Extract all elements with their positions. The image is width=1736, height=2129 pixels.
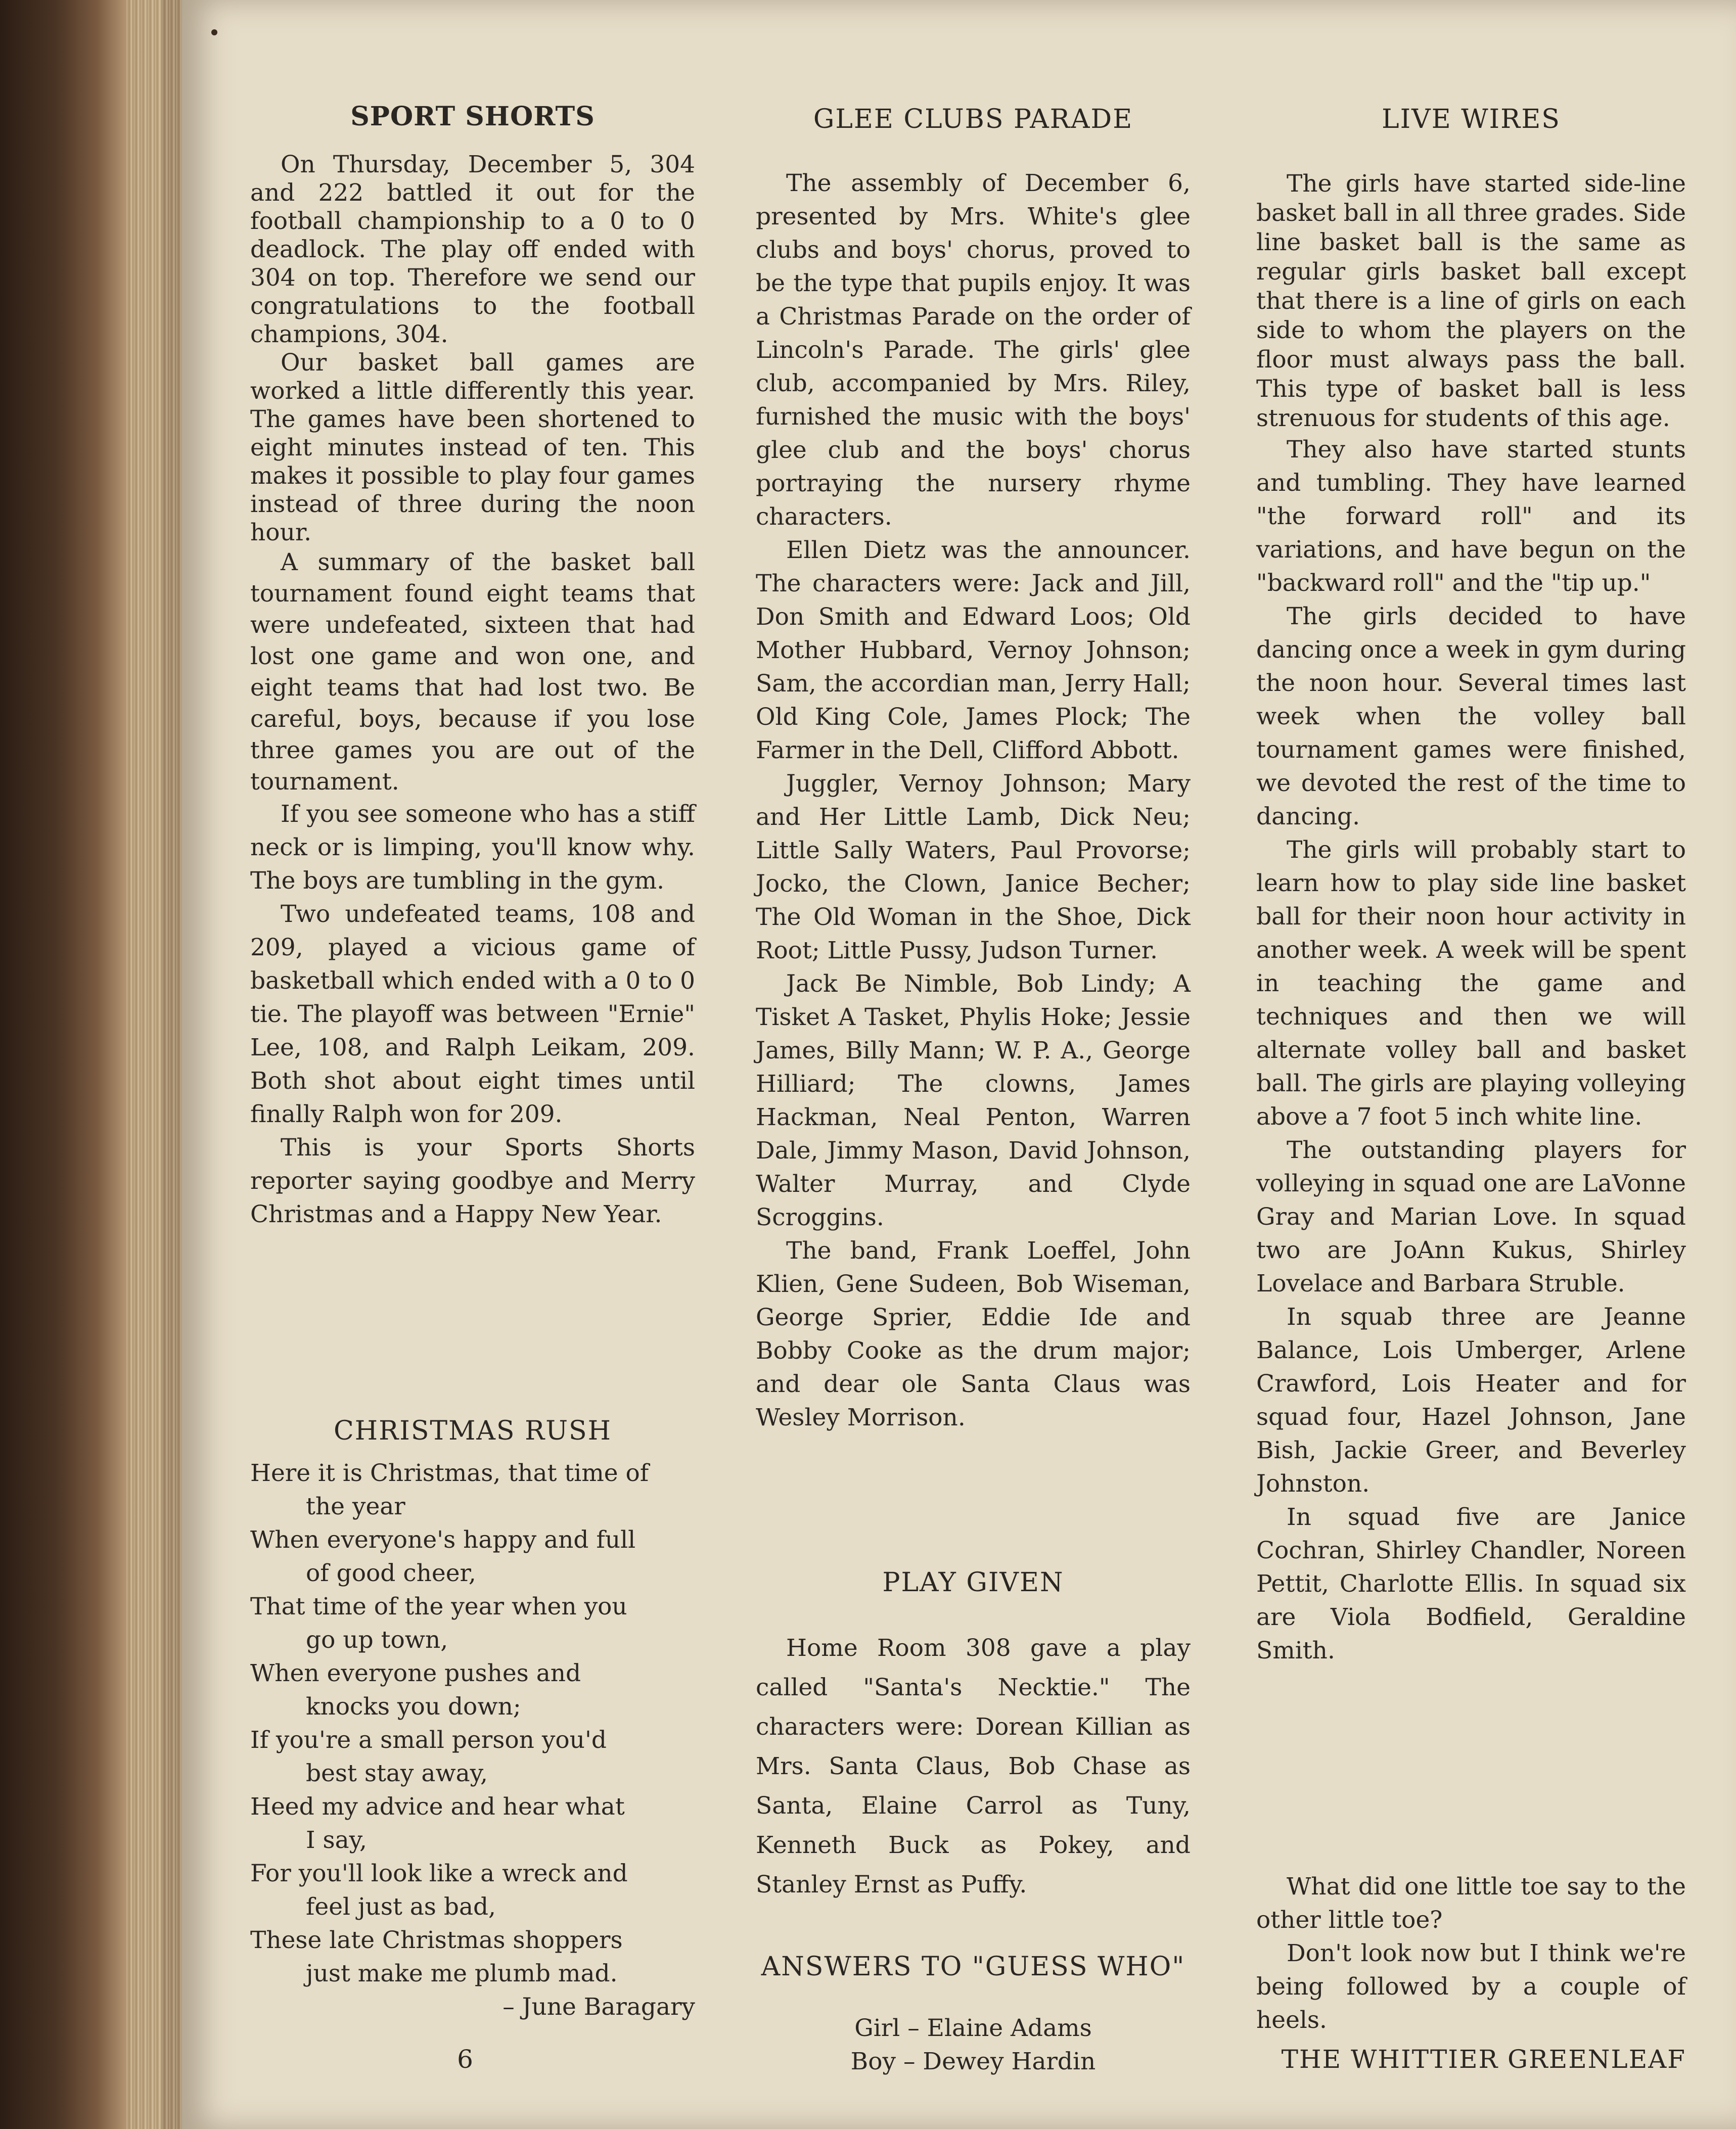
poem-line: knocks you down; [306,1693,521,1721]
poem-line: just make me plumb mad. [306,1960,618,1987]
paragraph: A summary of the basket ball tournament found eight teams that were undefeated, sixteen that had lost one game and won one, and eight teams that had lost two. Be careful, boys, because if you lose three games you are out of the tournament. [250,548,695,796]
paragraph: This is your Sports Shorts reporter saying goodbye and Merry Christmas and a Happy New Year. [250,1134,695,1228]
poem-line: feel just as bad, [306,1893,496,1921]
heading-play-given: PLAY GIVEN [882,1567,1064,1598]
poem-line: When everyone pushes and [250,1659,581,1687]
poem-line: go up town, [306,1626,448,1654]
paragraph: In squad five are Janice Cochran, Shirley Chandler, Noreen Pettit, Charlotte Ellis. In squad six are Viola Bodfield, Geraldine Smith. [1256,1503,1686,1664]
column-live-wires [1256,0,1686,2129]
glee-clubs-body [756,167,1191,1434]
poem-line: That time of the year when you [250,1593,627,1621]
poem-line: best stay away, [306,1760,488,1787]
answers [756,2012,1191,2078]
joke-answer: Don't look now but I think we're being followed by a couple of heels. [1256,1939,1686,2034]
paragraph: Home Room 308 gave a play called "Santa's Necktie." The characters were: Dorean Killian as Mrs. Santa Claus, Bob Chase as Santa, Elaine Carrol as Tuny, Kenneth Buck as Pokey, and Stanley Ernst as Puffy. [756,1634,1191,1899]
paragraph: On Thursday, December 5, 304 and 222 battled it out for the football championship to a 0 to 0 deadlock. The play off ended with 304 on top. Therefore we send our congratulations to the football champions, 304. [250,151,695,348]
poem-line: These late Christmas shoppers [250,1926,623,1954]
paragraph: The girls decided to have dancing once a week in gym during the noon hour. Several times last week when the volley ball tournament games were finished, we devoted the rest of the time to dancing. [1256,603,1686,830]
page-number: 6 [457,2045,473,2074]
paragraph: The outstanding players for volleying in squad one are LaVonne Gray and Marian Love. In squad two are JoAnn Kukus, Shirley Lovelace and Barbara Struble. [1256,1136,1686,1298]
poem-author: – June Baragary [502,1993,695,2021]
paragraph: They also have started stunts and tumbling. They have learned "the forward roll" and its variations, and have begun on the "backward roll" and the "tip up." [1256,436,1686,597]
paragraph: Ellen Dietz was the announcer. The characters were: Jack and Jill, Don Smith and Edward Loos; Old Mother Hubbard, Vernoy Johnson; Sam, the accordian man, Jerry Hall; Old King Cole, James Plock; The Farmer in the Dell, Clifford Abbott. [756,536,1191,764]
heading-glee-clubs-parade: GLEE CLUBS PARADE [813,104,1133,134]
column-sport-shorts [250,0,695,2129]
joke [1256,1870,1686,2037]
paragraph: In squab three are Jeanne Balance, Lois Umberger, Arlene Crawford, Lois Heater and for squad four, Hazel Johnson, Jane Bish, Jackie Greer, and Beverley Johnston. [1256,1303,1686,1498]
answer-girl: Girl – Elaine Adams [854,2014,1092,2042]
poem-line: For you'll look like a wreck and [250,1860,628,1887]
paragraph: The girls will probably start to learn how to play side line basket ball for their noon hour activity in another week. A week will be spent in teaching the game and techniques and then we will alternate volley ball and basket ball. The girls are playing volleying above a 7 foot 5 inch white line. [1256,836,1686,1131]
heading-answers-guess-who: ANSWERS TO "GUESS WHO" [761,1952,1185,1982]
paragraph: The band, Frank Loeffel, John Klien, Gene Sudeen, Bob Wiseman, George Sprier, Eddie Ide and Bobby Cooke as the drum major; and dear ole Santa Claus was Wesley Morrison. [756,1237,1191,1431]
paragraph: Juggler, Vernoy Johnson; Mary and Her Little Lamb, Dick Neu; Little Sally Waters, Paul Provorse; Jocko, the Clown, Janice Becher; The Old Woman in the Shoe, Dick Root; Little Pussy, Judson Turner. [756,770,1191,964]
paragraph: The girls have started side-line basket ball in all three grades. Side line basket ball is the same as regular girls basket ball except that there is a line of girls on each side to whom the players on the floor must always pass the ball. This type of basket ball is less strenuous for students of this age. [1256,170,1686,432]
poem-line: If you're a small person you'd [250,1726,607,1754]
sport-shorts-body [250,151,695,1231]
paragraph: Our basket ball games are worked a little differently this year. The games have been shortened to eight minutes instead of ten. This makes it possible to play four games instead of three during the noon hour. [250,349,695,546]
paragraph: The assembly of December 6, presented by Mrs. White's glee clubs and boys' chorus, proved to be the type that pupils enjoy. It was a Christmas Parade on the order of Lincoln's Parade. The girls' glee club, accompanied by Mrs. Riley, furnished the music with the boys' glee club and the boys' chorus portraying the nursery rhyme characters. [756,169,1191,531]
paragraph: Two undefeated teams, 108 and 209, played a vicious game of basketball which ended with a 0 to 0 tie. The playoff was between "Ernie" Lee, 108, and Ralph Leikam, 209. Both shot about eight times until finally Ralph won for 209. [250,900,695,1128]
poem [250,1457,695,2024]
poem-line: of good cheer, [306,1559,476,1587]
poem-line: Here it is Christmas, that time of [250,1459,649,1487]
poem-title: CHRISTMAS RUSH [333,1416,612,1446]
poem-line: I say, [306,1826,367,1854]
poem-line: Heed my advice and hear what [250,1793,625,1821]
poem-line: When everyone's happy and full [250,1526,636,1554]
paragraph: If you see someone who has a stiff neck or is limping, you'll know why. The boys are tumbling in the gym. [250,800,695,895]
heading-sport-shorts: SPORT SHORTS [350,101,595,132]
play-given-body [756,1629,1191,1905]
ink-dot [211,29,217,35]
answer-boy: Boy – Dewey Hardin [850,2048,1096,2075]
column-glee-clubs [756,0,1191,2129]
joke-question: What did one little toe say to the other little toe? [1256,1873,1686,1934]
poem-line: the year [306,1493,405,1520]
paragraph: Jack Be Nimble, Bob Lindy; A Tisket A Tasket, Phylis Hoke; Jessie James, Billy Mann; W. P. A., George Hilliard; The clowns, James Hackman, Neal Penton, Warren Dale, Jimmy Mason, David Johnson, Walter Murray, and Clyde Scroggins. [756,970,1191,1231]
publication-name: THE WHITTIER GREENLEAF [1281,2045,1686,2074]
live-wires-body [1256,169,1686,1668]
heading-live-wires: LIVE WIRES [1382,104,1561,134]
